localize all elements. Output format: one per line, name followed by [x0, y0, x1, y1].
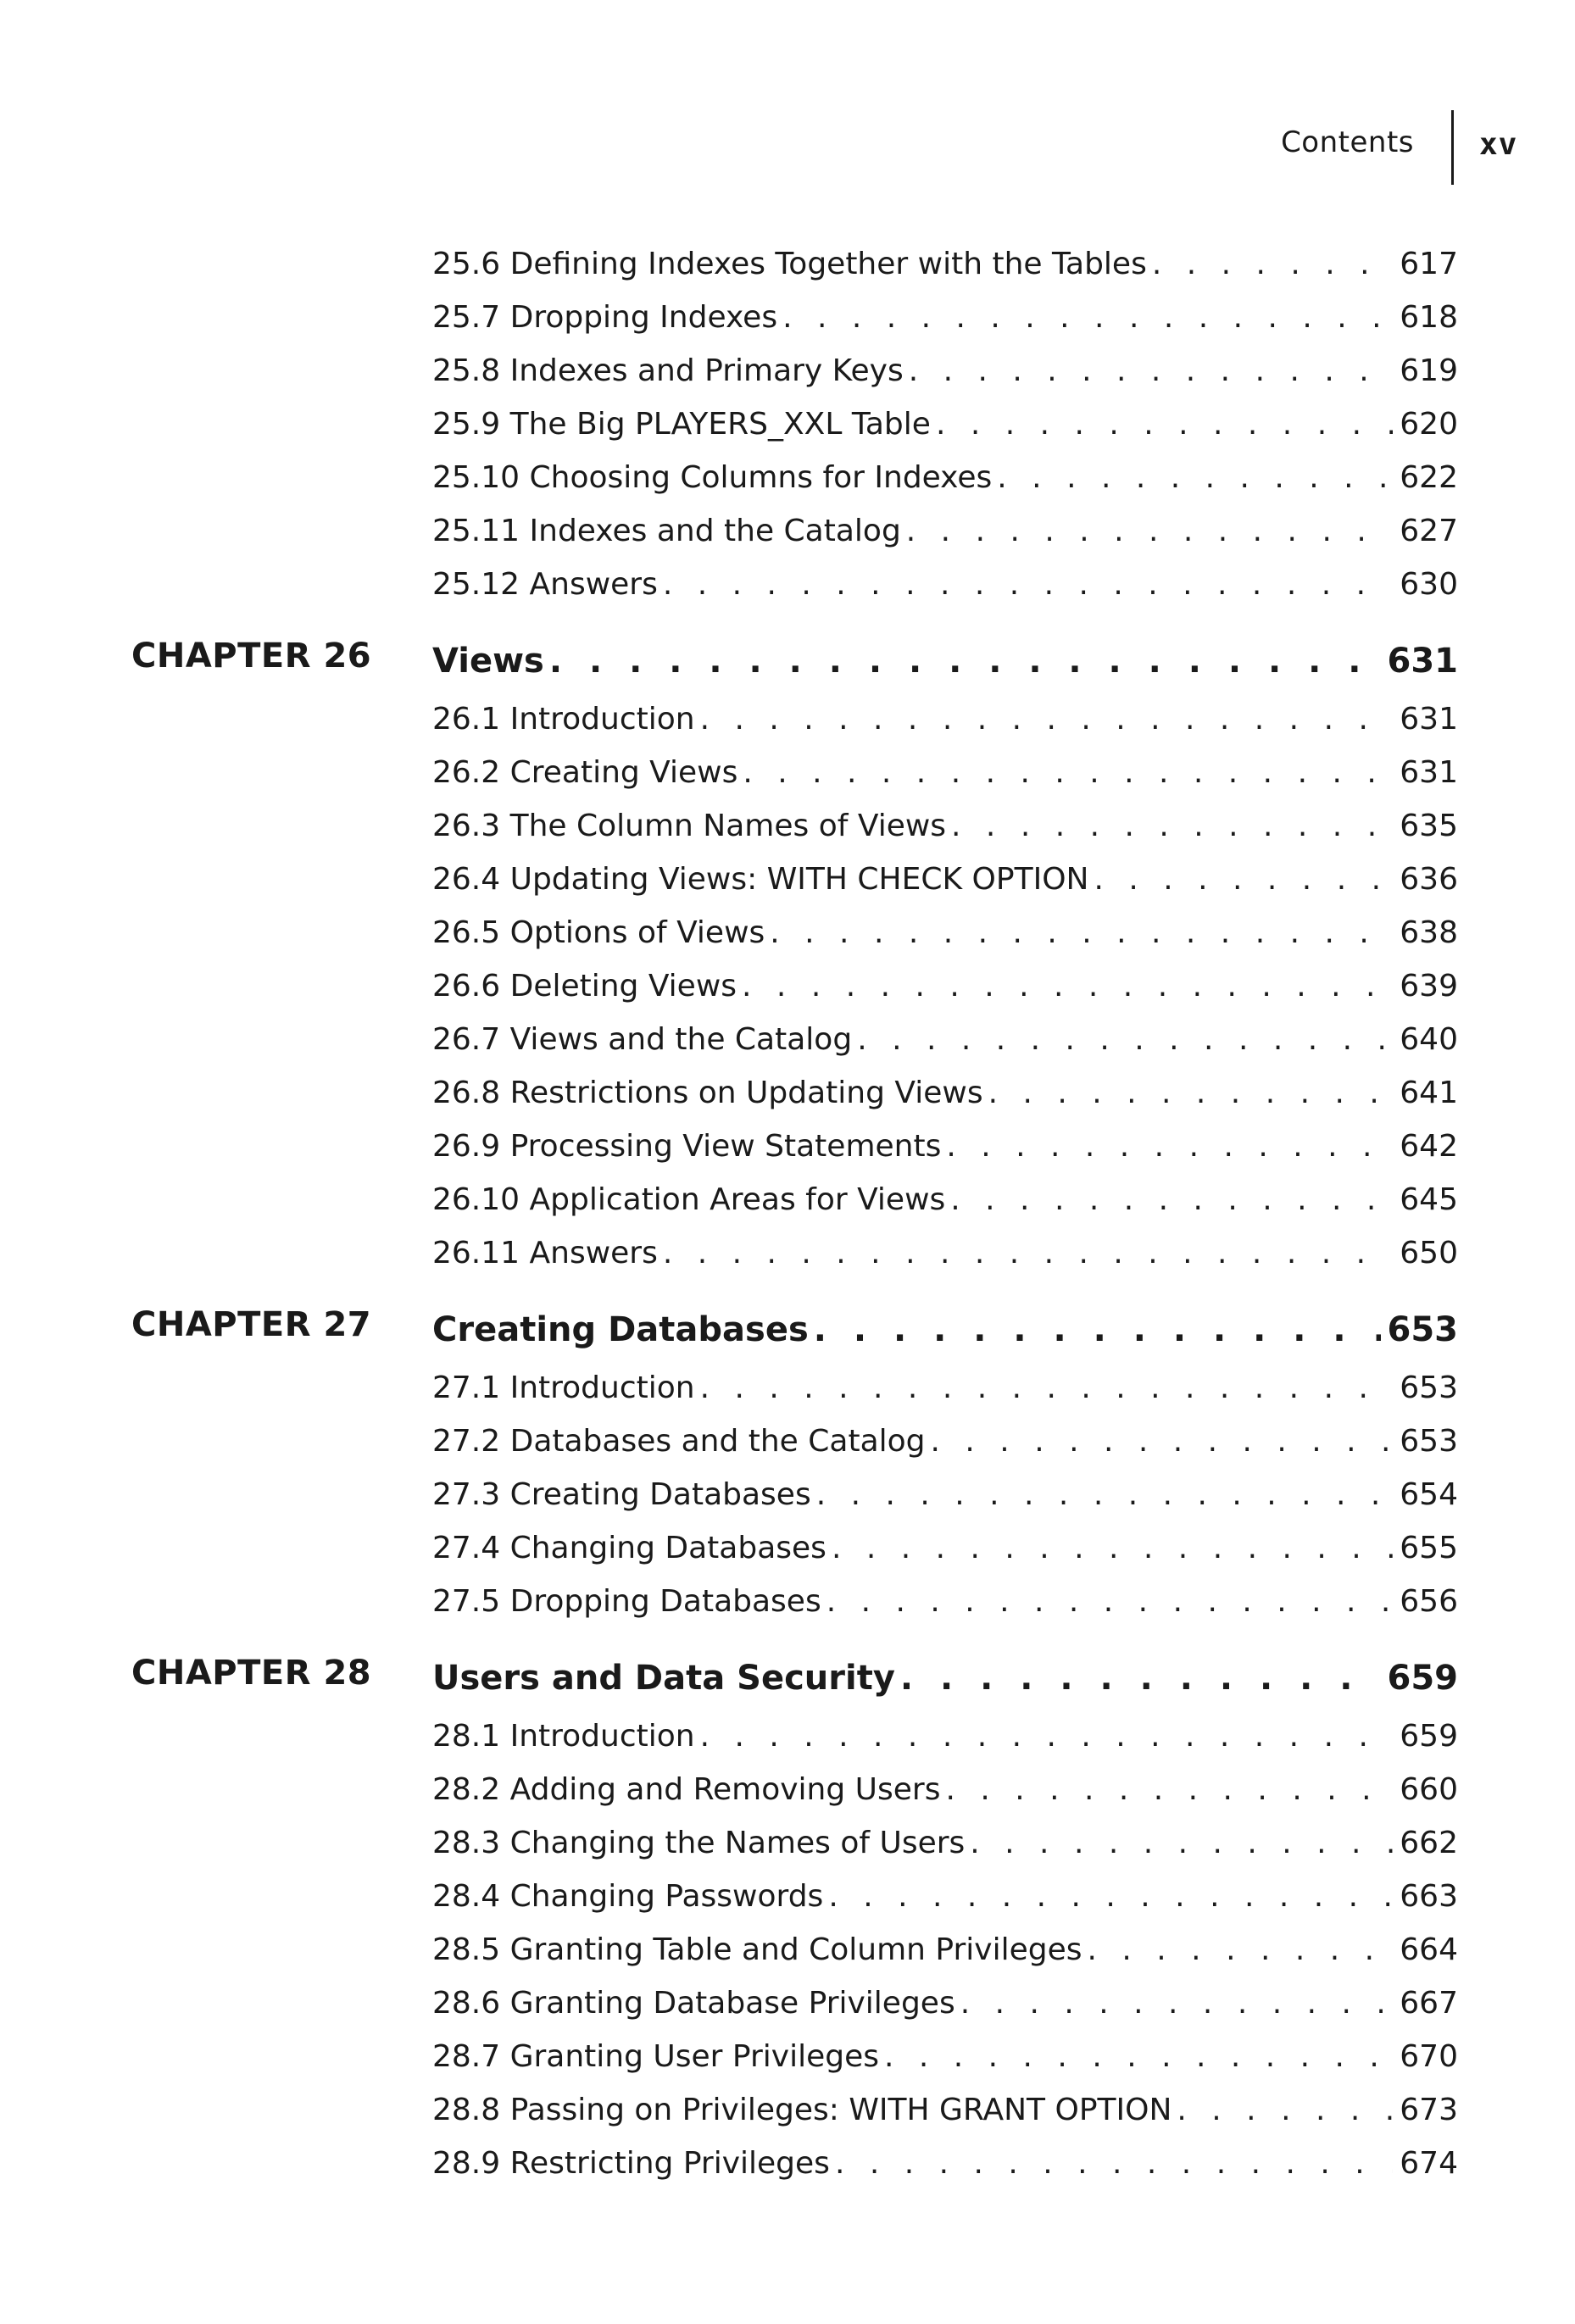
- section-title: 27.1 Introduction: [432, 1370, 695, 1405]
- page-ref: 617: [1400, 247, 1458, 281]
- section-entry: [432, 1763, 1458, 1816]
- chapter-entry: [432, 633, 1458, 689]
- toc-chapter-row: [0, 1280, 1575, 1361]
- section-title: 25.7 Dropping Indexes: [432, 300, 778, 335]
- section-entry: [432, 1710, 1458, 1763]
- section-title: 26.9 Processing View Statements: [432, 1129, 942, 1164]
- section-entry: [432, 1521, 1458, 1575]
- page-ref: 674: [1400, 2146, 1458, 2181]
- dot-leader: [663, 1226, 1393, 1280]
- toc-entry-row: [0, 746, 1575, 799]
- toc-entry-row: [0, 853, 1575, 906]
- section-title: 25.11 Indexes and the Catalog: [432, 514, 901, 548]
- dot-leader: [814, 1302, 1381, 1358]
- toc-entry-row: [0, 558, 1575, 611]
- section-title: 28.1 Introduction: [432, 1719, 695, 1754]
- dot-leader: [931, 1415, 1394, 1468]
- page-ref: 620: [1400, 407, 1458, 442]
- dot-leader: [988, 1066, 1394, 1120]
- dot-leader: [663, 558, 1393, 611]
- dot-leader: [742, 959, 1393, 1013]
- dot-leader: [857, 1013, 1393, 1066]
- section-entry: [432, 1415, 1458, 1468]
- section-entry: [432, 1468, 1458, 1521]
- section-title: 26.4 Updating Views: WITH CHECK OPTION: [432, 862, 1089, 897]
- toc-entry-row: [0, 1066, 1575, 1120]
- section-entry: [432, 2083, 1458, 2137]
- dot-leader: [960, 1977, 1394, 2030]
- page-ref: 653: [1387, 1310, 1458, 1349]
- dot-leader: [946, 1120, 1393, 1173]
- section-entry: [432, 1361, 1458, 1415]
- section-title: 25.6 Defining Indexes Together with the Tables: [432, 247, 1147, 281]
- section-title: 26.7 Views and the Catalog: [432, 1022, 853, 1057]
- dot-leader: [945, 1763, 1393, 1816]
- section-title: 26.2 Creating Views: [432, 755, 738, 790]
- chapter-title: Views: [432, 642, 544, 681]
- toc-entry-row: [0, 1575, 1575, 1628]
- page-ref: 656: [1400, 1584, 1458, 1619]
- page-number: xv: [1479, 127, 1518, 162]
- toc-entry-row: [0, 1521, 1575, 1575]
- toc-entry-row: [0, 1120, 1575, 1173]
- page-ref: 645: [1400, 1182, 1458, 1217]
- dot-leader: [782, 291, 1393, 344]
- section-title: 27.3 Creating Databases: [432, 1477, 811, 1512]
- section-entry: [432, 344, 1458, 398]
- toc-entry-row: [0, 504, 1575, 558]
- section-entry: [432, 1870, 1458, 1923]
- section-entry: [432, 1226, 1458, 1280]
- dot-leader: [950, 1173, 1393, 1226]
- section-entry: [432, 237, 1458, 291]
- toc-entry-row: [0, 1923, 1575, 1977]
- toc-entry-row: [0, 1226, 1575, 1280]
- section-title: 27.5 Dropping Databases: [432, 1584, 821, 1619]
- section-entry: [432, 558, 1458, 611]
- running-header-label: Contents: [1281, 125, 1414, 159]
- page-ref: 640: [1400, 1022, 1458, 1057]
- section-title: 28.8 Passing on Privileges: WITH GRANT OPTION: [432, 2093, 1172, 2127]
- toc-entry-row: [0, 451, 1575, 504]
- section-entry: [432, 959, 1458, 1013]
- page-ref: 639: [1400, 969, 1458, 1004]
- dot-leader: [900, 1650, 1381, 1706]
- page-ref: 660: [1400, 1772, 1458, 1807]
- section-entry: [432, 2137, 1458, 2190]
- toc-entry-row: [0, 1468, 1575, 1521]
- chapter-label: CHAPTER 26: [131, 637, 372, 676]
- page-ref: 670: [1400, 2039, 1458, 2074]
- dot-leader: [884, 2030, 1393, 2083]
- section-entry: [432, 1066, 1458, 1120]
- toc-entry-row: [0, 1870, 1575, 1923]
- page-ref: 631: [1387, 642, 1458, 681]
- section-entry: [432, 504, 1458, 558]
- dot-leader: [835, 2137, 1393, 2190]
- toc-entry-row: [0, 906, 1575, 959]
- page-ref: 653: [1400, 1370, 1458, 1405]
- page-ref: 631: [1400, 755, 1458, 790]
- section-entry: [432, 906, 1458, 959]
- section-title: 28.7 Granting User Privileges: [432, 2039, 879, 2074]
- toc-entry-row: [0, 799, 1575, 853]
- page-ref: 667: [1400, 1986, 1458, 2021]
- section-title: 26.3 The Column Names of Views: [432, 809, 947, 843]
- page-ref: 662: [1400, 1826, 1458, 1860]
- page-ref: 627: [1400, 514, 1458, 548]
- toc-entry-row: [0, 2083, 1575, 2137]
- page-ref: 654: [1400, 1477, 1458, 1512]
- section-title: 28.3 Changing the Names of Users: [432, 1826, 966, 1860]
- section-title: 26.11 Answers: [432, 1236, 658, 1270]
- chapter-title: Creating Databases: [432, 1310, 809, 1349]
- dot-leader: [1088, 1923, 1394, 1977]
- section-entry: [432, 799, 1458, 853]
- toc-entry-row: [0, 1415, 1575, 1468]
- page-ref: 618: [1400, 300, 1458, 335]
- toc-chapter-row: [0, 1628, 1575, 1710]
- dot-leader: [951, 799, 1393, 853]
- toc-entry-row: [0, 1816, 1575, 1870]
- page-ref: 642: [1400, 1129, 1458, 1164]
- section-entry: [432, 1977, 1458, 2030]
- page-ref: 653: [1400, 1424, 1458, 1459]
- section-title: 28.9 Restricting Privileges: [432, 2146, 830, 2181]
- page-ref: 655: [1400, 1531, 1458, 1565]
- toc-entry-row: [0, 959, 1575, 1013]
- page-ref: 659: [1387, 1659, 1458, 1698]
- section-entry: [432, 1013, 1458, 1066]
- dot-leader: [936, 398, 1393, 451]
- section-title: 27.4 Changing Databases: [432, 1531, 826, 1565]
- page-ref: 619: [1400, 353, 1458, 388]
- toc-entry-row: [0, 2030, 1575, 2083]
- section-entry: [432, 1120, 1458, 1173]
- dot-leader: [828, 1870, 1393, 1923]
- page-ref: 622: [1400, 460, 1458, 495]
- section-entry: [432, 1575, 1458, 1628]
- page-ref: 630: [1400, 567, 1458, 602]
- page-ref: 641: [1400, 1076, 1458, 1110]
- toc-entry-row: [0, 344, 1575, 398]
- page-ref: 635: [1400, 809, 1458, 843]
- section-entry: [432, 2030, 1458, 2083]
- section-title: 26.6 Deleting Views: [432, 969, 737, 1004]
- section-title: 28.4 Changing Passwords: [432, 1879, 824, 1914]
- header-divider: [1451, 110, 1454, 185]
- section-title: 26.10 Application Areas for Views: [432, 1182, 946, 1217]
- toc-entry-row: [0, 692, 1575, 746]
- page-ref: 673: [1400, 2093, 1458, 2127]
- toc-entry-row: [0, 1361, 1575, 1415]
- section-entry: [432, 692, 1458, 746]
- section-entry: [432, 1923, 1458, 1977]
- section-title: 28.5 Granting Table and Column Privileges: [432, 1932, 1082, 1967]
- page-ref: 631: [1400, 702, 1458, 737]
- section-title: 25.9 The Big PLAYERS_XXL Table: [432, 407, 931, 442]
- section-title: 28.2 Adding and Removing Users: [432, 1772, 941, 1807]
- dot-leader: [826, 1575, 1394, 1628]
- toc-entry-row: [0, 1013, 1575, 1066]
- section-entry: [432, 746, 1458, 799]
- dot-leader: [997, 451, 1393, 504]
- section-title: 28.6 Granting Database Privileges: [432, 1986, 955, 2021]
- toc-entry-row: [0, 398, 1575, 451]
- section-entry: [432, 1173, 1458, 1226]
- section-title: 26.5 Options of Views: [432, 915, 765, 950]
- chapter-entry: [432, 1650, 1458, 1706]
- dot-leader: [770, 906, 1393, 959]
- dot-leader: [549, 633, 1381, 689]
- section-entry: [432, 853, 1458, 906]
- section-title: 26.1 Introduction: [432, 702, 695, 737]
- dot-leader: [906, 504, 1393, 558]
- page-ref: 659: [1400, 1719, 1458, 1754]
- dot-leader: [1177, 2083, 1393, 2137]
- dot-leader: [700, 692, 1394, 746]
- section-entry: [432, 398, 1458, 451]
- page-ref: 636: [1400, 862, 1458, 897]
- running-header: [0, 110, 1575, 195]
- chapter-label: CHAPTER 28: [131, 1654, 372, 1693]
- dot-leader: [743, 746, 1393, 799]
- toc-entry-row: [0, 1763, 1575, 1816]
- dot-leader: [1152, 237, 1393, 291]
- page-ref: 638: [1400, 915, 1458, 950]
- section-entry: [432, 1816, 1458, 1870]
- section-title: 26.8 Restrictions on Updating Views: [432, 1076, 983, 1110]
- section-title: 27.2 Databases and the Catalog: [432, 1424, 926, 1459]
- toc-entry-row: [0, 291, 1575, 344]
- dot-leader: [832, 1521, 1393, 1575]
- dot-leader: [909, 344, 1394, 398]
- toc-entry-row: [0, 1710, 1575, 1763]
- section-title: 25.8 Indexes and Primary Keys: [432, 353, 904, 388]
- dot-leader: [970, 1816, 1393, 1870]
- dot-leader: [700, 1361, 1394, 1415]
- toc-entry-row: [0, 1173, 1575, 1226]
- chapter-title: Users and Data Security: [432, 1659, 895, 1698]
- section-entry: [432, 451, 1458, 504]
- section-entry: [432, 291, 1458, 344]
- page-ref: 664: [1400, 1932, 1458, 1967]
- toc-entry-row: [0, 237, 1575, 291]
- section-title: 25.10 Choosing Columns for Indexes: [432, 460, 993, 495]
- chapter-entry: [432, 1302, 1458, 1358]
- toc-entry-row: [0, 1977, 1575, 2030]
- page-ref: 663: [1400, 1879, 1458, 1914]
- dot-leader: [1094, 853, 1393, 906]
- dot-leader: [816, 1468, 1394, 1521]
- page-ref: 650: [1400, 1236, 1458, 1270]
- toc-entry-row: [0, 2137, 1575, 2190]
- dot-leader: [700, 1710, 1394, 1763]
- table-of-contents: [0, 237, 1575, 2190]
- chapter-label: CHAPTER 27: [131, 1305, 372, 1344]
- section-title: 25.12 Answers: [432, 567, 658, 602]
- toc-chapter-row: [0, 611, 1575, 692]
